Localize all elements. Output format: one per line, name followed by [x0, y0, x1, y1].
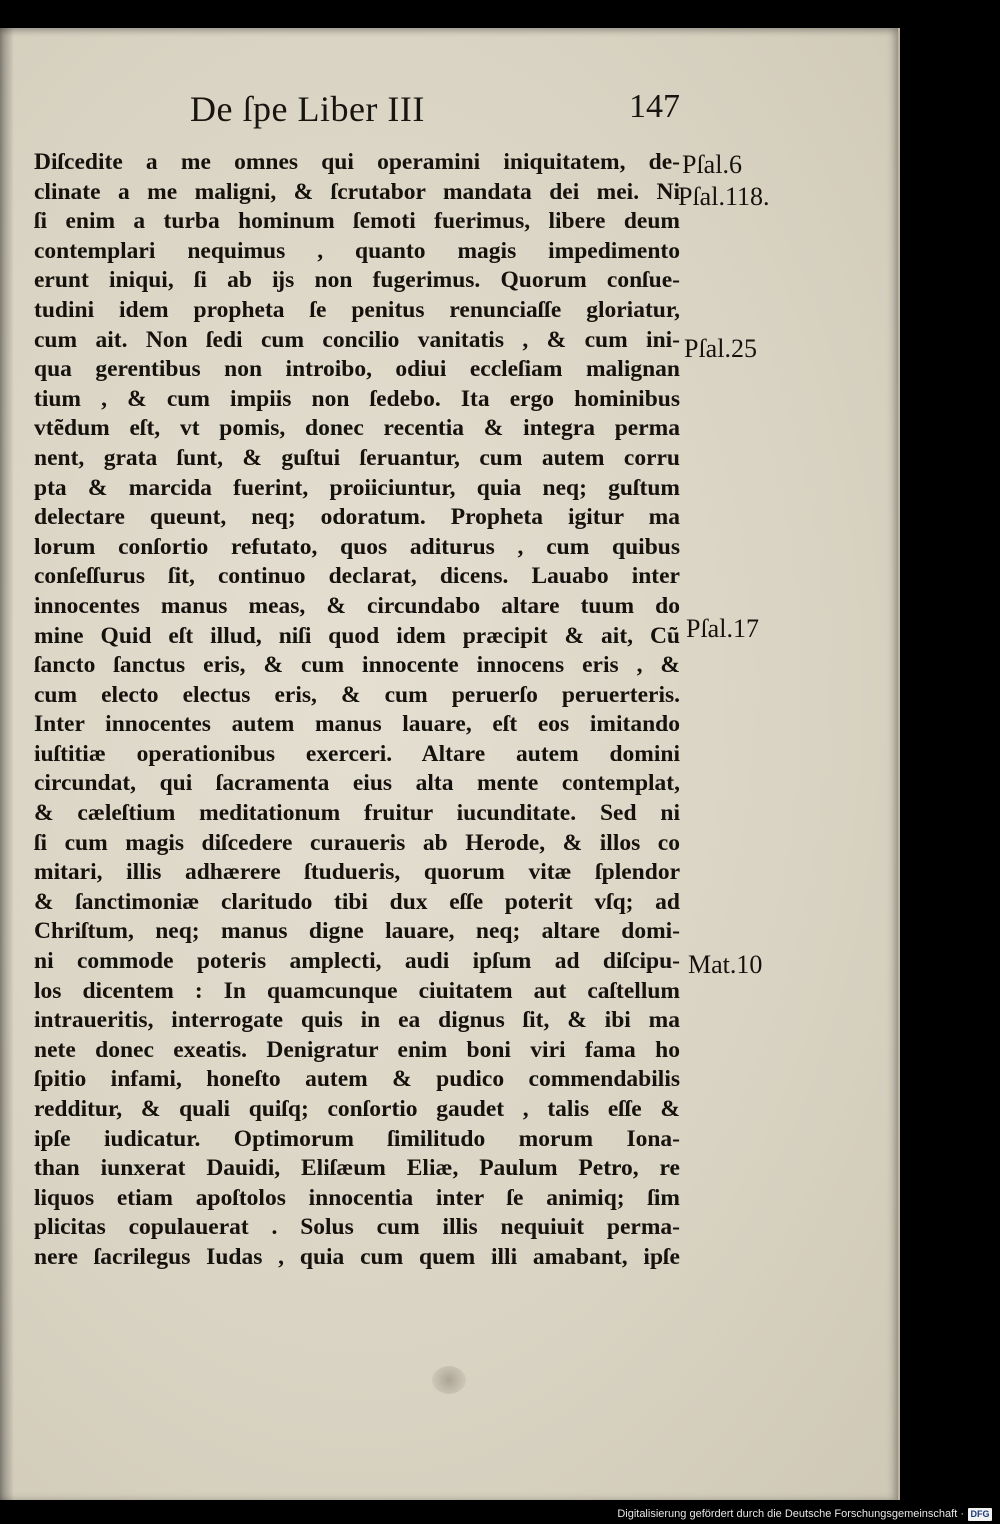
text-line: clinate a me maligni, & ſcrutabor mandata dei mei. Ni — [34, 178, 680, 205]
text-line: ſancto ſanctus eris, & cum innocente innocens eris , & — [34, 652, 680, 679]
page-number: 147 — [629, 88, 680, 125]
text-line: ni commode poteris amplecti, audi ipſum ad diſcipu- — [34, 948, 680, 975]
paper-stain — [432, 1366, 466, 1394]
text-line: vtẽdum eſt, vt pomis, donec recentia & integra perma — [34, 415, 680, 442]
text-line: circundat, qui ſacramenta eius alta mente contemplat, — [34, 770, 680, 797]
text-line: delectare queunt, neq; odoratum. Propheta igitur ma — [34, 504, 680, 531]
text-line: ipſe iudicatur. Optimorum ſimilitudo morum Iona- — [34, 1125, 680, 1152]
text-line: iuſtitiæ operationibus exerceri. Altare autem domini — [34, 740, 680, 767]
page-header — [190, 88, 680, 144]
page-gutter-shadow — [0, 28, 14, 1500]
text-line: conſeſſurus ſit, continuo declarat, dicens. Lauabo inter — [34, 563, 680, 590]
text-line: pta & marcida fuerint, proiiciuntur, quia neq; guſtum — [34, 474, 680, 501]
text-line: ſi cum magis diſcedere curaueris ab Herode, & illos co — [34, 829, 680, 856]
text-line: & ſanctimoniæ claritudo tibi dux eſſe poterit vſq; ad — [34, 888, 680, 915]
marginal-note-psal-6: Pſal.6 — [682, 150, 742, 179]
digitization-credit: Digitalisierung gefördert durch die Deutsche Forschungsgemeinschaft · — [617, 1508, 964, 1520]
marginal-note-psal-25: Pſal.25 — [684, 334, 757, 363]
text-line: lorum conſortio refutato, quos aditurus , cum quibus — [34, 533, 680, 560]
text-line: innocentes manus meas, & circundabo altare tuum do — [34, 592, 680, 619]
text-line: nent, grata ſunt, & guſtui ſeruantur, cum autem corru — [34, 444, 680, 471]
text-line: plicitas copulauerat . Solus cum illis nequiuit perma- — [34, 1214, 680, 1241]
dfg-logo: DFG — [968, 1508, 992, 1521]
text-line: nere ſacrilegus Iudas , quia cum quem illi amabant, ipſe — [34, 1243, 680, 1270]
running-title: De ſpe Liber III — [190, 89, 425, 129]
body-text — [34, 148, 680, 1273]
text-line: intraueritis, interrogate quis in ea dignus ſit, & ibi ma — [34, 1007, 680, 1034]
text-line: tudini idem propheta ſe penitus renunciaſſe gloriatur, — [34, 296, 680, 323]
text-line: than iunxerat Dauidi, Eliſæum Eliæ, Paulum Petro, re — [34, 1155, 680, 1182]
marginal-note-mat-10: Mat.10 — [688, 950, 763, 979]
text-line: liquos etiam apoſtolos innocentia inter ſe animiq; ſim — [34, 1184, 680, 1211]
text-line: ſi enim a turba hominum ſemoti fuerimus, libere deum — [34, 208, 680, 235]
marginal-note-psal-118: Pſal.118. — [678, 182, 770, 211]
text-line: mine Quid eſt illud, niſi quod idem præcipit & ait, Cũ — [34, 622, 680, 649]
text-line: Chriſtum, neq; manus digne lauare, neq; altare domi- — [34, 918, 680, 945]
text-line: cum electo electus eris, & cum peruerſo peruerteris. — [34, 681, 680, 708]
text-line: qua gerentibus non introibo, odiui eccleſiam malignan — [34, 356, 680, 383]
text-line: & cæleſtium meditationum fruitur iucunditate. Sed ni — [34, 800, 680, 827]
text-line: Inter innocentes autem manus lauare, eſt eos imitando — [34, 711, 680, 738]
marginal-note-psal-17: Pſal.17 — [686, 614, 759, 643]
text-line: redditur, & quali quiſq; conſortio gaudet , talis eſſe & — [34, 1096, 680, 1122]
text-line: ſpitio infami, honeſto autem & pudico commendabilis — [34, 1066, 680, 1093]
text-line: erunt iniqui, ſi ab ĳs non fugerimus. Quorum conſue- — [34, 267, 680, 294]
text-line: los dicentem : In quamcunque ciuitatem aut caſtellum — [34, 977, 680, 1004]
text-line: Diſcedite a me omnes qui operamini iniquitatem, de- — [34, 149, 680, 175]
text-line: cum ait. Non ſedi cum concilio vanitatis , & cum ini- — [34, 326, 680, 353]
text-line: nete donec exeatis. Denigratur enim boni viri fama ho — [34, 1036, 680, 1063]
text-line: contemplari nequimus , quanto magis impedimento — [34, 237, 680, 264]
text-line: mitari, illis adhærere ſtudueris, quorum vitæ ſplendor — [34, 859, 680, 886]
text-line: tium , & cum impiis non ſedebo. Ita ergo hominibus — [34, 385, 680, 412]
